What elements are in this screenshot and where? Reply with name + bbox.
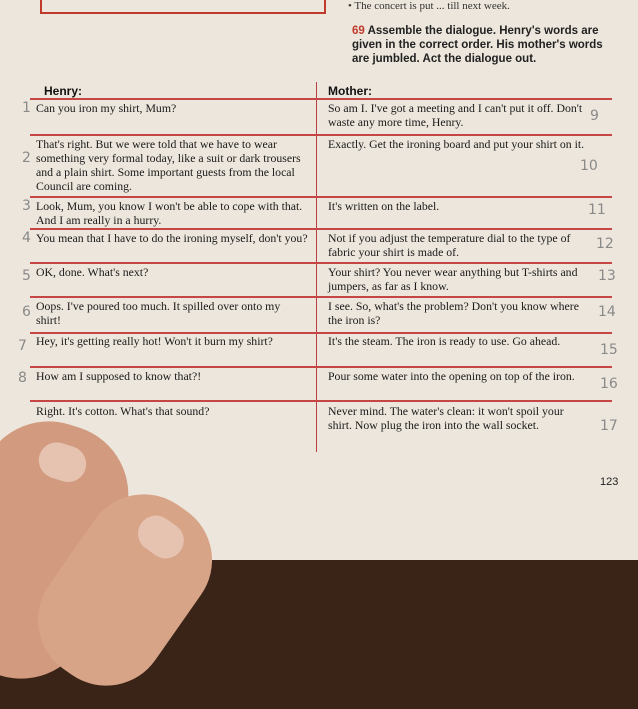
page-number: 123 <box>600 476 619 488</box>
row-divider <box>30 196 612 198</box>
handwritten-number: 6 <box>22 304 31 320</box>
henry-line-6: Oops. I've poured too much. It spilled over onto my shirt! <box>36 299 281 327</box>
row-divider <box>30 296 612 298</box>
handwritten-number: 3 <box>22 198 31 214</box>
handwritten-number: 5 <box>22 268 31 284</box>
henry-header: Henry: <box>44 84 83 98</box>
mother-line-9: Never mind. The water's clean: it won't spoil your shirt. Now plug the iron into the wall socket. <box>328 404 564 432</box>
exercise-number: 69 <box>352 25 365 37</box>
row-divider <box>30 366 612 368</box>
handwritten-number: 7 <box>18 338 27 354</box>
exercise-instruction <box>352 24 622 66</box>
handwritten-number: 15 <box>600 342 618 358</box>
row-divider <box>30 262 612 264</box>
handwritten-number: 1 <box>22 100 31 116</box>
henry-line-2: That's right. But we were told that we have to wear something very formal today, like a suit or dark trousers and a plain shirt. Some important guests from the local Council are coming. <box>36 137 301 193</box>
mother-line-8: Pour some water into the opening on top of the iron. <box>328 369 575 383</box>
henry-line-7: Hey, it's getting really hot! Won't it burn my shirt? <box>36 334 273 348</box>
handwritten-number: 9 <box>590 108 599 124</box>
mother-line-6: I see. So, what's the problem? Don't you know where the iron is? <box>328 299 579 327</box>
handwritten-number: 11 <box>588 202 606 218</box>
row-divider <box>30 134 612 136</box>
mother-line-2: Exactly. Get the ironing board and put your shirt on it. <box>328 137 585 151</box>
exercise-text: Assemble the dialogue. Henry's words are given in the correct order. His mother's words are jumbled. Act the dialogue out. <box>352 25 603 65</box>
henry-line-1: Can you iron my shirt, Mum? <box>36 101 177 115</box>
mother-line-3: It's written on the label. <box>328 199 440 213</box>
handwritten-number: 17 <box>600 418 618 434</box>
henry-line-4: You mean that I have to do the ironing myself, don't you? <box>36 231 308 245</box>
mother-line-5: Your shirt? You never wear anything but T-shirts and jumpers, as far as I know. <box>328 265 578 293</box>
henry-line-9: Right. It's cotton. What's that sound? <box>36 404 210 418</box>
handwritten-number: 14 <box>598 304 616 320</box>
handwritten-number: 2 <box>22 150 31 166</box>
handwritten-number: 12 <box>596 236 614 252</box>
henry-line-3: Look, Mum, you know I won't be able to cope with that. And I am really in a hurry. <box>36 199 303 227</box>
handwritten-number: 13 <box>598 268 616 284</box>
row-divider <box>30 98 612 100</box>
finger-nail <box>131 508 191 565</box>
column-divider <box>316 82 317 452</box>
handwritten-number: 16 <box>600 376 618 392</box>
mother-line-4: Not if you adjust the temperature dial to the type of fabric your shirt is made of. <box>328 231 571 259</box>
henry-line-8: How am I supposed to know that?! <box>36 369 202 383</box>
row-divider <box>30 228 612 230</box>
mother-line-1: So am I. I've got a meeting and I can't put it off. Don't waste any more time, Henry. <box>328 101 583 129</box>
mother-line-7: It's the steam. The iron is ready to use. Go ahead. <box>328 334 561 348</box>
row-divider <box>30 400 612 402</box>
handwritten-number: 10 <box>580 158 598 174</box>
handwritten-number: 4 <box>22 230 31 246</box>
henry-line-5: OK, done. What's next? <box>36 265 149 279</box>
thumb-nail <box>34 438 91 487</box>
mother-header: Mother: <box>328 84 372 98</box>
handwritten-number: 8 <box>18 370 27 386</box>
previous-exercise-line: • The concert is put ... till next week. <box>348 0 510 12</box>
previous-exercise-box <box>40 0 326 14</box>
